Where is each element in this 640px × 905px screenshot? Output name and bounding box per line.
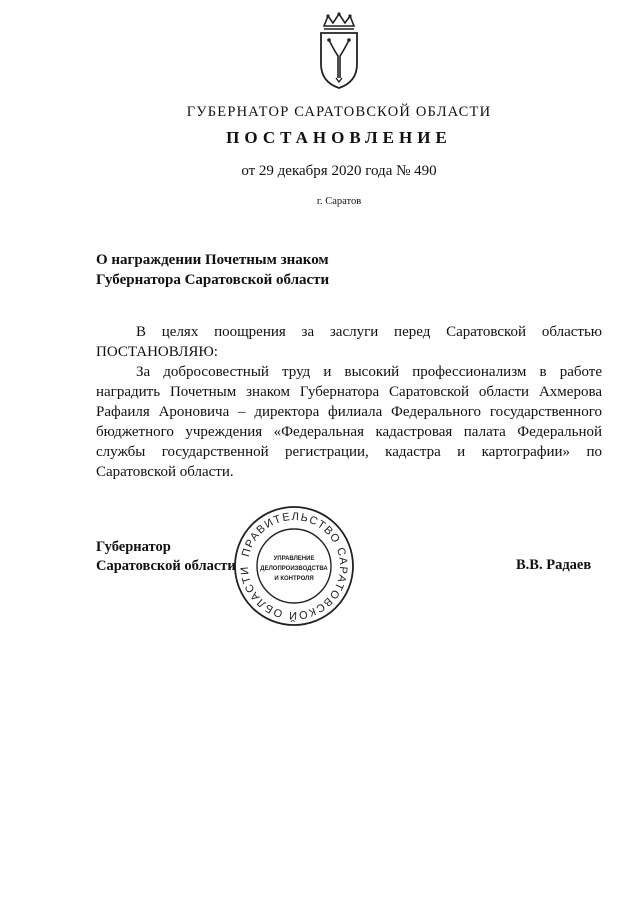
subject-line-2: Губернатора Саратовской области xyxy=(96,272,330,288)
body-paragraph-1: В целях поощрения за заслуги перед Саратовской областью ПОСТАНОВЛЯЮ: xyxy=(96,324,602,360)
coat-of-arms-icon xyxy=(316,12,362,90)
signatory-title xyxy=(96,538,236,576)
body-paragraph-2: За добросовестный труд и высокий профессионализм в работе наградить Почетным знаком Губернатора Саратовской области Ахмерова Рафаиля Ароновича – директора филиала Федерального государственного бюджетного учреждения «Федеральная кадастровая палата Федеральной службы государственной регистрации, кадастра и картографии» по Саратовской области. xyxy=(96,364,602,480)
document-date-number: от 29 декабря 2020 года № 490 xyxy=(241,163,437,179)
issuer-title: ГУБЕРНАТОР САРАТОВСКОЙ ОБЛАСТИ xyxy=(186,104,492,120)
signatory-title-line-2: Саратовской области xyxy=(96,558,236,574)
stamp-center-line-3: И КОНТРОЛЯ xyxy=(274,576,314,582)
stamp-center-line-2: ДЕЛОПРОИЗВОДСТВА xyxy=(260,566,328,572)
document-body xyxy=(96,322,602,482)
document-subject xyxy=(96,250,329,290)
stamp-ring-text: ПРАВИТЕЛЬСТВО САРАТОВСКОЙ ОБЛАСТИ xyxy=(238,510,350,622)
official-stamp xyxy=(232,504,356,628)
subject-line-1: О награждении Почетным знаком xyxy=(96,252,329,268)
stamp-center-line-1: УПРАВЛЕНИЕ xyxy=(273,556,315,562)
signatory-name: В.В. Радаев xyxy=(516,557,592,573)
document-type: ПОСТАНОВЛЕНИЕ xyxy=(226,128,452,147)
signatory-title-line-1: Губернатор xyxy=(96,539,171,555)
document-city: г. Саратов xyxy=(316,196,362,207)
